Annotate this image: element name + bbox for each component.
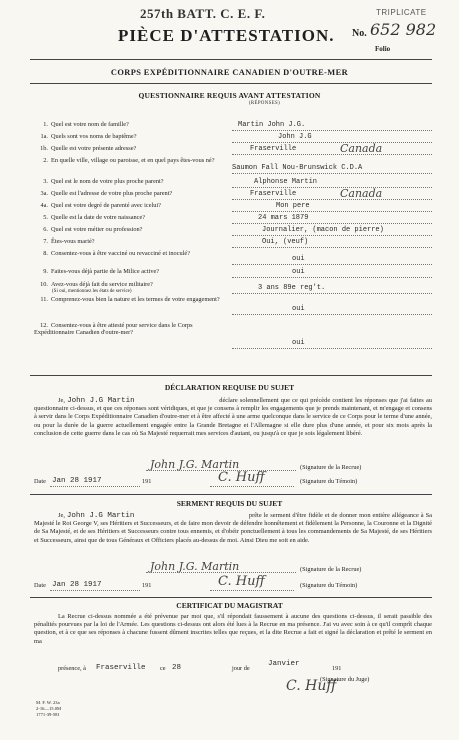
regimental-number: 652 982 — [370, 20, 437, 39]
question-text: Quelle est la date de votre naissance? — [51, 214, 146, 221]
question-number: 1. — [43, 121, 48, 128]
question-answer: Fraserville — [250, 145, 297, 153]
question-answer: Mon pere — [276, 202, 310, 210]
question-answer: Saumon Fall Nou-Brunswick C.D.A — [232, 164, 363, 172]
question-text: Quel est le nom de votre plus proche parent? — [51, 178, 164, 185]
recrue-signature-1: John J.G. Martin — [150, 458, 240, 471]
answer-line — [232, 142, 432, 143]
serment-je: Je, — [58, 512, 65, 519]
juge-signature-label: (Signature du Juge) — [320, 676, 370, 683]
question-number: 3. — [43, 178, 48, 185]
question-text: Quel est votre nom de famille? — [51, 121, 129, 128]
serment-paragraph — [34, 512, 432, 545]
question-text: Consentez-vous à être vacciné ou revacciné et inoculé? — [51, 250, 190, 257]
battalion-stamp: 257th BATT. C. E. F. — [140, 6, 266, 21]
question-row — [34, 121, 230, 128]
temoin-signature-line-1 — [210, 486, 294, 487]
question-text: Comprenez-vous bien la nature et les termes de votre engagement? — [51, 296, 220, 303]
question-row — [34, 190, 230, 197]
presence-ce: ce — [160, 665, 166, 672]
declaration-date-label: Date — [34, 478, 46, 485]
question-answer: 24 mars 1879 — [258, 214, 309, 222]
questionnaire-subtitle: (RÉPONSES) — [248, 101, 281, 106]
question-text: Avez-vous déjà fait du service militaire? — [51, 281, 153, 288]
question-text: Quelle est l'adresse de votre plus proche parent? — [51, 190, 173, 197]
answer-line — [232, 247, 432, 248]
answer-line — [232, 348, 432, 349]
answer-line — [232, 314, 432, 315]
handwritten-country: Canada — [340, 142, 383, 155]
declaration-title: DÉCLARATION REQUISE DU SUJET — [164, 383, 295, 392]
question-text: Êtes-vous marié? — [51, 238, 95, 245]
folio-label: Folio — [375, 45, 391, 53]
serment-title: SERMENT REQUIS DU SUJET — [176, 499, 283, 508]
question-number: 4a. — [40, 202, 48, 209]
question-number: 1a. — [40, 133, 48, 140]
question-number: 2. — [43, 157, 48, 164]
question-row — [34, 296, 230, 303]
question-number: 10. — [40, 281, 48, 288]
question-text: Quel est votre degré de parenté avec icelui? — [51, 202, 161, 209]
question-text: Consentez-vous à être attesté pour service dans le Corps Expéditionnaire Canadien d'outre-mer? — [34, 322, 193, 336]
question-number: 6. — [43, 226, 48, 233]
question-text: Quel est votre métier ou profession? — [51, 226, 143, 233]
presence-day: 28 — [172, 664, 182, 672]
question-answer: oui — [292, 339, 305, 347]
temoin-signature-2: C. Huff — [218, 574, 265, 589]
answer-line — [232, 235, 432, 236]
answer-line — [232, 154, 432, 155]
form-code — [36, 700, 61, 718]
question-answer: oui — [292, 305, 305, 313]
corps-heading: CORPS EXPÉDITIONNAIRE CANADIEN D'OUTRE-MER — [110, 68, 349, 77]
presence-jour-label: jour de — [232, 665, 250, 672]
question-answer: oui — [292, 268, 305, 276]
question-number: 11. — [40, 296, 48, 303]
question-answer: John J.G — [278, 133, 312, 141]
presence-year-suffix: 191 — [332, 665, 342, 672]
question-number: 3a. — [40, 190, 48, 197]
declaration-date-suffix: 191 — [142, 478, 152, 485]
recrue-signature-label: (Signature de la Recrue) — [300, 464, 362, 471]
question-number: 1b. — [40, 145, 48, 152]
question-answer: Martin John J.G. — [238, 121, 306, 129]
question-row — [34, 214, 230, 221]
question-answer: Fraserville — [250, 190, 297, 198]
answer-line — [232, 223, 432, 224]
page-title: PIÈCE D'ATTESTATION. — [118, 26, 335, 45]
question-row — [34, 226, 230, 233]
question-row — [34, 202, 230, 209]
number-label: No. — [352, 28, 367, 39]
form-code-line-2: 2-16—15.0M — [36, 706, 62, 711]
answer-line — [232, 173, 432, 174]
serment-date-value: Jan 28 1917 — [52, 581, 102, 589]
answer-line — [232, 264, 432, 265]
declaration-paragraph — [34, 397, 432, 438]
question-text: En quelle ville, village ou paroisse, et en quel pays êtes-vous né? — [51, 157, 215, 164]
question-number: 9. — [43, 268, 48, 275]
answer-line — [232, 211, 432, 212]
triplicate-stamp: TRIPLICATE — [376, 8, 427, 17]
temoin-signature-label-2: (Signature du Témoin) — [300, 582, 358, 589]
serment-date-line — [50, 590, 140, 591]
question-text: Faites-vous déjà partie de la Milice active? — [51, 268, 160, 275]
question-number: 5. — [43, 214, 48, 221]
question-text: Quels sont vos noms de baptême? — [51, 133, 137, 140]
declaration-name: John J.G Martin — [67, 397, 135, 405]
answer-line — [232, 199, 432, 200]
question-10-note: (Si oui, mentionnez les états de service) — [52, 289, 132, 294]
question-answer: Journalier, (macon de pierre) — [262, 226, 384, 234]
serment-text: prête le serment d'être fidèle et de donner mon entière allégeance à Sa Majesté le Roi George V, ses Héritiers et Successeurs, et de faire mon devoir de défendre honnêtement et fidèlement la Personne, la Couronne et la Dignité de Sa Majesté, et de ses Héritiers et Successeurs contre tous ennemis, et d'obéir ponctuellement à tous les commandements de Sa Majesté, de ses Héritiers et Successeurs, ainsi que de tous Généraux et Officiers placés au-dessus de moi. Ainsi Dieu me soit en aide. — [34, 512, 432, 544]
certificat-title: CERTIFICAT DU MAGISTRAT — [176, 601, 283, 610]
serment-date-suffix: 191 — [142, 582, 152, 589]
question-number: 12. — [40, 322, 48, 329]
declaration-date-line — [50, 486, 140, 487]
temoin-signature-1: C. Huff — [218, 470, 265, 485]
question-row — [34, 133, 230, 140]
recrue-signature-line-2 — [146, 572, 296, 573]
question-number: 8. — [43, 250, 48, 257]
questionnaire-title: QUESTIONNAIRE REQUIS AVANT ATTESTATION — [138, 91, 321, 100]
question-row — [34, 157, 230, 164]
question-answer: oui — [292, 255, 305, 263]
form-code-line-1: M. F. W. 23a — [36, 700, 60, 705]
temoin-signature-line-2 — [210, 590, 294, 591]
question-answer: Oui, (veuf) — [262, 238, 309, 246]
declaration-text: déclare solennellement que ce qui précède contient les réponses que j'ai faites au questionnaire ci-dessus, et que ces réponses sont véridiques, et que je consens à remplir les engagements que je prends maintenant, et m'engage et consens à servir dans le Corps Expéditionnaire Canadien d'outre-mer et à être affecté à une arme quelconque dans le service de ce Corps pour le terme d'une année, ou pour la durée de la guerre actuellement engagée entre la Grande Bretagne et l'Allemagne si elle dure plus d'une année, et pour six mois après la conclusion de cette guerre dans le cas où Sa Majesté requerrait mes services d'autant, ou jusqu'à ce que je sois légalement libéré. — [34, 397, 432, 437]
answer-line — [232, 130, 432, 131]
presence-label: présence, à — [58, 665, 86, 672]
answer-line — [232, 293, 432, 294]
certificat-paragraph: La Recrue ci-dessus nommée a été prévenue par moi que, s'il répondait faussement à aucune des questions ci-dessus, il serait passible des pénalités pourvues par la loi de l'Armée. Les questions ci-dessus ont alors été lues à la Recrue en ma présence. J'ai vu avec soin à ce qu'il comprît chaque question, et à ce que ses réponses à chacune fussent dûment inscrites telles que reçues, et la dite Recrue a fait et signé la déclaration et prêté le serment en ma — [34, 613, 432, 645]
question-text: Quelle est votre présente adresse? — [51, 145, 137, 152]
presence-month: Janvier — [268, 660, 300, 668]
recrue-signature-2: John J.G. Martin — [150, 560, 240, 573]
presence-place: Fraserville — [96, 664, 146, 672]
question-row — [34, 238, 230, 245]
declaration-date-value: Jan 28 1917 — [52, 477, 102, 485]
handwritten-country: Canada — [340, 187, 383, 200]
declaration-je: Je, — [58, 397, 65, 404]
serment-name: John J.G Martin — [66, 512, 135, 520]
question-row — [34, 268, 230, 275]
question-row — [34, 178, 230, 185]
answer-line — [232, 277, 432, 278]
serment-date-label: Date — [34, 582, 46, 589]
question-row — [34, 322, 230, 336]
recrue-signature-label-2: (Signature de la Recrue) — [300, 566, 362, 573]
question-answer: Alphonse Martin — [254, 178, 318, 186]
question-number: 7. — [43, 238, 48, 245]
form-code-line-3: 1771-39-581 — [36, 712, 60, 717]
juge-signature: C. Huff — [286, 678, 337, 694]
temoin-signature-label-1: (Signature du Témoin) — [300, 478, 358, 485]
question-answer: 3 ans 89e reg't. — [258, 284, 326, 292]
question-row — [34, 250, 230, 257]
answer-line — [232, 187, 432, 188]
question-row — [34, 281, 230, 288]
question-row — [34, 145, 230, 152]
